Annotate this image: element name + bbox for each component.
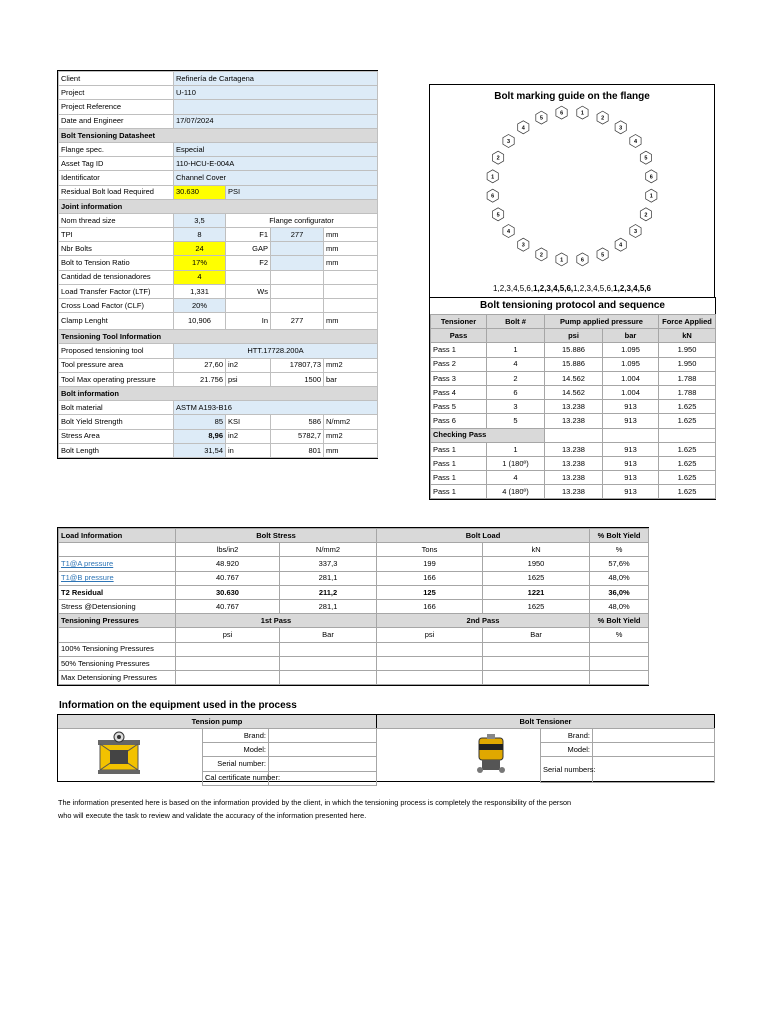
bolt-hex: [630, 225, 641, 238]
client-row: Client Refinería de Cartagena: [59, 72, 378, 86]
pressure-cell[interactable]: [280, 656, 377, 670]
gap-value[interactable]: [271, 242, 324, 256]
bolt-hex: [536, 248, 547, 261]
pressure-cell[interactable]: [590, 642, 649, 656]
load-label: Stress @Detensioning: [59, 599, 176, 613]
clamp-row: Clamp Lenght 10,906 In 277 mm: [59, 313, 378, 330]
bolt-hex: [487, 170, 498, 183]
bolt-hex: [493, 208, 504, 221]
nom-thread-value[interactable]: 3,5: [174, 213, 226, 227]
ltf-value: 1,331: [174, 284, 226, 298]
sequence-line: 1,2,3,4,5,6,1,2,3,4,5,6,1,2,3,4,5,6,1,2,3,4,5,6: [493, 284, 651, 293]
residual-unit: PSI: [226, 185, 378, 199]
bolt-number: 5: [644, 155, 648, 162]
tensioner-model-input[interactable]: [593, 743, 715, 757]
pressure-cell[interactable]: [176, 670, 280, 684]
residual-value[interactable]: 30.630: [174, 185, 226, 199]
checking-row: Pass 1 1 (180º) 13.238 913 1.625: [431, 456, 716, 470]
protocol-panel: [429, 297, 716, 500]
bolt-hex: [503, 225, 514, 238]
bolt-hex: [615, 121, 626, 134]
bolt-title: Bolt information: [59, 386, 378, 400]
bolt-number: 6: [580, 257, 584, 264]
bolt-number: 2: [644, 212, 648, 219]
bolt-hex: [487, 189, 498, 202]
bolt-hex: [503, 135, 514, 148]
joint-row-0: Nom thread size 3,5 Flange configurator: [59, 213, 378, 227]
pressure-cell[interactable]: [483, 656, 590, 670]
bolt-number: 4: [521, 125, 525, 132]
pump-field-input[interactable]: [269, 771, 377, 785]
bolt-number: 5: [496, 212, 500, 219]
bolt-hex: [556, 253, 567, 266]
bolt-number: 4: [506, 229, 511, 235]
checking-pass-title: Checking Pass: [431, 428, 545, 442]
bolt-hex: [518, 238, 529, 251]
date-row: Date and Engineer 17/07/2024: [59, 114, 378, 128]
bolt-number: 2: [539, 252, 543, 259]
protocol-row: Pass 4 6 14.562 1.004 1.788: [431, 385, 716, 399]
main-info-table: [58, 71, 378, 458]
bolt-number: 1: [580, 110, 584, 117]
joint-row-4: Cantidad de tensionadores 4: [59, 270, 378, 284]
bolt-hex: [597, 248, 608, 261]
equipment-block: [57, 714, 715, 782]
load-row: Stress @Detensioning 40.767 281,1 166 1625 48,0%: [59, 599, 649, 613]
datasheet-title: Bolt Tensioning Datasheet: [59, 128, 378, 142]
project-ref-value[interactable]: [174, 100, 378, 114]
pump-field-input[interactable]: [269, 729, 377, 743]
pressure-cell[interactable]: [590, 670, 649, 684]
pressure-cell[interactable]: [280, 670, 377, 684]
bolt-hex: [646, 170, 657, 183]
joint-row-5: Load Transfer Factor (LTF) 1,331 Ws: [59, 284, 378, 298]
load-row: T1@A pressure 48.920 337,3 199 1950 57,6%: [59, 557, 649, 571]
checking-row: Pass 1 4 (180º) 13.238 913 1.625: [431, 485, 716, 499]
tpi-value[interactable]: 8: [174, 228, 226, 242]
tool-maxp-row: Tool Max operating pressure 21.756 psi 1500 bar: [59, 372, 378, 386]
asset-tag-row: Asset Tag ID 110-HCU-E-004A: [59, 157, 378, 171]
bolt-length-row: Bolt Length 31,54 in 801 mm: [59, 443, 378, 457]
protocol-row: Pass 2 4 15.886 1.095 1.950: [431, 357, 716, 371]
protocol-table: Tensioner Bolt # Pump applied pressure Force Applied Pass psi bar kN Pass 1 1 15.886 1.095 1.950 Pass 2 4 15.886 1.095 1.950 Pass 3 2 14.562 1.004 1.788 Pass 4 6 14.562 1.004 1.788 Pass 5 3 13.238 913 1.625 Pass 6 5 13.238 913 1.625 Checking Pass Pass 1 1 13.238 913 1.625 Pass 1 1 (180º) 13.238 913 1.625 Pass 1 4 13.238 913 1.625 Pass 1 4 (180º) 13.238 913 1.625: [430, 314, 716, 499]
bolt-number: 4: [619, 242, 623, 249]
bolt-number: 5: [539, 115, 543, 122]
load-link[interactable]: T1@B pressure: [59, 571, 176, 585]
bolt-number: 6: [560, 110, 564, 117]
pump-field-row: Brand:: [203, 729, 377, 743]
bolt-ratio-value[interactable]: 17%: [174, 256, 226, 270]
bolt-material-value[interactable]: ASTM A193-B16: [174, 401, 378, 415]
joint-row-2: Nbr Bolts 24 GAP mm: [59, 242, 378, 256]
checking-row: Pass 1 4 13.238 913 1.625: [431, 471, 716, 485]
load-info-block: [57, 527, 649, 686]
bolt-number: 6: [649, 174, 653, 181]
pressure-cell[interactable]: [590, 656, 649, 670]
tensioner-model-row: Model:: [541, 743, 715, 757]
bolt-tensioner-icon: [474, 734, 508, 776]
bolt-hex: [630, 135, 641, 148]
bolt-hex: [640, 208, 651, 221]
project-row: Project U-110: [59, 86, 378, 100]
bolt-number: 1: [649, 193, 653, 200]
protocol-title: Bolt tensioning protocol and sequence: [430, 298, 715, 314]
bolt-number: 6: [491, 193, 495, 200]
bolt-material-row: Bolt material ASTM A193-B16: [59, 401, 378, 415]
load-table: Load Information Bolt Stress Bolt Load % Bolt Yield lbs/in2 N/mm2 Tons kN % T1@A pressure 48.920 337,3 199 1950 57,6% T1@B pressure 40.767 281,1 166 1625 48,0% T2 Residual 30.630 211,2 125 1221 36,0% Stress @Detensioning 40.767 281,1 166 1625 48,0% Tensioning Pressures 1st Pass 2nd Pass % Bolt Yield psi Bar psi Bar % 100% Tensioning Pressures 50% Tensioning Pressures Max Detensioning Pressures: [58, 528, 649, 685]
protocol-row: Pass 3 2 14.562 1.004 1.788: [431, 371, 716, 385]
clf-value[interactable]: 20%: [174, 299, 226, 313]
tensioner-serial-row: Serial numbers:: [541, 757, 715, 783]
pressure-cell[interactable]: [280, 642, 377, 656]
identificator-row: Identificator Channel Cover: [59, 171, 378, 185]
pressure-row: 100% Tensioning Pressures: [59, 642, 649, 656]
date-value[interactable]: 17/07/2024: [174, 114, 378, 128]
pressure-cell[interactable]: [483, 642, 590, 656]
bolt-hex: [556, 106, 567, 119]
pressure-cell[interactable]: [377, 656, 483, 670]
tensioner-brand-input[interactable]: [593, 729, 715, 743]
bolt-hex: [577, 106, 588, 119]
tool-area-row: Tool pressure area 27,60 in2 17807,73 mm2: [59, 358, 378, 372]
pump-field-row: Serial number:: [203, 757, 377, 771]
f1-value[interactable]: 277: [271, 228, 324, 242]
project-value[interactable]: U-110: [174, 86, 378, 100]
pump-field-row: Cal certificate number:: [203, 771, 377, 785]
flange-diagram: [430, 103, 714, 283]
tensioner-brand-row: Brand:: [541, 729, 715, 743]
tensioner-count-value[interactable]: 4: [174, 270, 226, 284]
tensioner-image: [474, 734, 508, 776]
bolt-number: 3: [521, 242, 525, 249]
tool-title: Tensioning Tool Information: [59, 330, 378, 344]
bolt-hex: [615, 238, 626, 251]
joint-title: Joint information: [59, 199, 378, 213]
bolt-marking-panel: [429, 84, 715, 299]
checking-row: Pass 1 1 13.238 913 1.625: [431, 442, 716, 456]
pump-field-input[interactable]: [269, 743, 377, 757]
load-row: T1@B pressure 40.767 281,1 166 1625 48,0%: [59, 571, 649, 585]
bolt-number: 1: [491, 174, 495, 181]
pressure-cell[interactable]: [176, 656, 280, 670]
equipment-title: Information on the equipment used in the process: [59, 700, 297, 711]
datasheet-left-block: [57, 70, 378, 459]
flange-spec-row: Flange spec. Especial: [59, 142, 378, 156]
bolt-yield-row: Bolt Yield Strength 85 KSI 586 N/mm2: [59, 415, 378, 429]
hydraulic-pump-icon: [94, 730, 144, 778]
clamp-value: 10,906: [174, 313, 226, 330]
joint-row-1: TPI 8 F1 277 mm: [59, 228, 378, 242]
pressure-row: Max Detensioning Pressures: [59, 670, 649, 684]
bolt-number: 3: [633, 229, 638, 235]
bolt-hex: [646, 189, 657, 202]
pump-fields: [202, 728, 376, 786]
flange-spec-value[interactable]: Especial: [174, 142, 378, 156]
tensioner-fields: [540, 728, 714, 783]
identificator-value[interactable]: Channel Cover: [174, 171, 378, 185]
pump-field-input[interactable]: [269, 757, 377, 771]
proposed-tool-value[interactable]: HTT.17728.200A: [174, 344, 378, 358]
bolt-number: 3: [506, 139, 511, 145]
protocol-row: Pass 1 1 15.886 1.095 1.950: [431, 343, 716, 357]
stress-area-row: Stress Area 8,96 in2 5782,7 mm2: [59, 429, 378, 443]
bolt-number: 4: [633, 139, 638, 145]
residual-row: Residual Bolt load Required 30.630 PSI: [59, 185, 378, 199]
bolt-hex: [493, 151, 504, 164]
bolt-hex: [577, 253, 588, 266]
bolt-number: 3: [619, 125, 623, 132]
project-ref-row: Project Reference: [59, 100, 378, 114]
pressure-cell[interactable]: [483, 670, 590, 684]
pump-title: Tension pump: [58, 715, 377, 729]
nbr-bolts-value[interactable]: 24: [174, 242, 226, 256]
proposed-tool-row: Proposed tensioning tool HTT.17728.200A: [59, 344, 378, 358]
tensioner-serial-input[interactable]: [593, 757, 715, 783]
pressure-cell[interactable]: [176, 642, 280, 656]
bolt-hex: [518, 121, 529, 134]
bolt-hex: [536, 111, 547, 124]
pressure-cell[interactable]: [377, 670, 483, 684]
bolt-hex: [640, 151, 651, 164]
pressure-cell[interactable]: [377, 642, 483, 656]
protocol-row: Pass 5 3 13.238 913 1.625: [431, 400, 716, 414]
joint-row-6: Cross Load Factor (CLF) 20%: [59, 299, 378, 313]
pressure-row: 50% Tensioning Pressures: [59, 656, 649, 670]
disclaimer: The information presented here is based on the information provided by the client, in which the tensioning process is completely the responsibility of the person who will execute the task to review and validate the accuracy of the information presented here.: [58, 798, 572, 820]
load-link[interactable]: T1@A pressure: [59, 557, 176, 571]
f2-value[interactable]: [271, 256, 324, 270]
bolt-number: 2: [496, 155, 500, 162]
load-row: T2 Residual 30.630 211,2 125 1221 36,0%: [59, 585, 649, 599]
flange-configurator-label: Flange configurator: [226, 213, 378, 227]
marking-title: Bolt marking guide on the flange: [494, 91, 650, 102]
protocol-row: Pass 6 5 13.238 913 1.625: [431, 414, 716, 428]
bolt-number: 2: [601, 115, 605, 122]
joint-row-3: Bolt to Tension Ratio 17% F2 mm: [59, 256, 378, 270]
tensioner-title: Bolt Tensioner: [377, 715, 714, 729]
client-value[interactable]: Refinería de Cartagena: [174, 72, 378, 86]
pump-field-row: Model:: [203, 743, 377, 757]
asset-tag-value[interactable]: 110-HCU-E-004A: [174, 157, 378, 171]
bolt-hex: [597, 111, 608, 124]
pump-image: [94, 730, 144, 778]
bolt-number: 5: [601, 252, 605, 259]
bolt-number: 1: [560, 257, 564, 264]
load-label: T2 Residual: [59, 585, 176, 599]
